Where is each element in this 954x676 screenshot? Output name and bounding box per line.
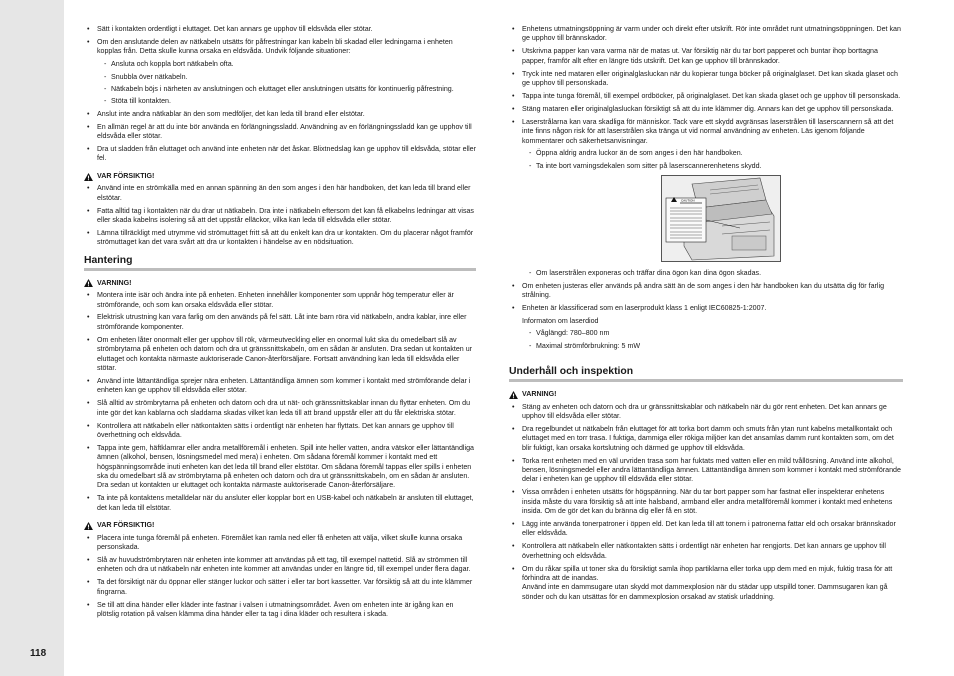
list-item: • Tappa inte gem, häftklamrar eller andra metallföremål i enheten. Spill inte heller vatten, andra vätskor eller lättantändliga ämnen (alkohol, bensen, lösningsmedel med mera) i enheten. Om sådana föremål kommer i kontakt med ett högspänningsområde inuti enheten kan det leda till brand eller elstötar. Om sådana föremål tappas eller spills i enheten ska du omedelbart slå av strömbrytarna på enheten och datorn och dra ut gränssnittskabeln, om en sådan är ansluten. Dra sedan ut kontakten ur eluttaget och kontakta närmaste auktoriserade Canon-återförsäljare. xyxy=(84,444,476,491)
list-item: • Använd inte en strömkälla med en annan spänning än den som anges i den här handboken, det kan leda till brand eller elstötar. xyxy=(84,184,476,203)
list-item: • Lämna tillräckligt med utrymme vid strömuttaget fritt så att du enkelt kan dra ur kontakten. Om du placerar något framför strömuttaget kan det vara svårt att dra ur kontakten i händelse av en nödsituation. xyxy=(84,229,476,248)
warning-triangle-icon xyxy=(84,173,93,181)
list-item: • Dra ut sladden från eluttaget och använd inte enheten när det åskar. Blixtnedslag kan ge upphov till eldsvåda, stötar eller fel. xyxy=(84,145,476,164)
sub-list-item: - Om laserstrålen exponeras och träffar dina ögon kan dina ögon skadas. xyxy=(509,269,903,278)
sub-list-item: - Stöta till kontakten. xyxy=(84,97,476,106)
list-item: • Stäng av enheten och datorn och dra ur gränssnittskablar och nätkabeln när du gör rent enheten. Det kan annars ge upphov till eldsvåda eller stötar. xyxy=(509,403,903,422)
list-item: • Laserstrålarna kan vara skadliga för människor. Tack vare ett skydd avgränsas laserstrålen till laserscannern så att det inte finns någon risk för att laserstrålen ska tränga ut vid normal användning av enheten. Läs igenom följande kommentarer och säkerhetsanvisningar. xyxy=(509,118,903,146)
page-number: 118 xyxy=(30,648,47,659)
list-item: • Slå alltid av strömbrytarna på enheten och datorn och dra ut nät- och gränssnittskablar innan du flyttar enheten. Om du inte gör det kan kablarna och sladdarna skadas vilket kan leda till att brand uppstår eller att du får elektriska stötar. xyxy=(84,399,476,418)
list-item: • Anslut inte andra nätkablar än den som medföljer, det kan leda till brand eller elstötar. xyxy=(84,110,476,119)
sub-list-item: - Maximal strömförbrukning: 5 mW xyxy=(509,342,903,351)
warning-heading xyxy=(84,279,476,288)
list-item: • Kontrollera att nätkabeln eller nätkontakten sätts i ordentligt när enheten har flyttats. Det kan annars ge upphov till överhettning och eldsvåda. xyxy=(84,422,476,441)
list-item: • Fatta alltid tag i kontakten när du drar ut nätkabeln. Dra inte i nätkabeln eftersom det kan få elkabelns ledningar att visas eller skada kabelns isolering så att det uppstår elläckor, vilka kan leda till eldsvåda eller stötar. xyxy=(84,207,476,226)
warning-triangle-icon xyxy=(84,522,93,530)
list-item: • En allmän regel är att du inte bör använda en förlängningssladd. Användning av en förlängningssladd kan ge upphov till eldsvåda eller stötar. xyxy=(84,123,476,142)
paragraph: Informaton om laserdiod xyxy=(522,316,599,325)
list-item: • Placera inte tunga föremål på enheten. Föremålet kan ramla ned eller få enheten att välja, vilket skulle kunna orsaka personskada. xyxy=(84,534,476,553)
list-item: • Om enheten låter onormalt eller ger upphov till rök, värmeutveckling eller en onormal lukt ska du omedelbart slå av strömbrytarna på enheten och datorn och dra ut gränssnittskabeln, om en sådan är ansluten. Dra sedan ut kontakten ur eluttaget och kontakta närmaste auktoriserade Canon-återförsäljare. Fortsatt användning kan leda till eldsvåda eller stötar. xyxy=(84,336,476,374)
list-item: • Om enheten justeras eller används på andra sätt än de som anges i den här handboken kan du utsätta dig för farlig strålning. xyxy=(509,282,903,301)
list-item: • Ta inte på kontaktens metalldelar när du ansluter eller kopplar bort en USB-kabel och nätkabeln är ansluten till eluttaget, det kan leda till elstötar. xyxy=(84,494,476,513)
printer-illustration xyxy=(662,176,780,261)
list-item: • Slå av huvudströmbrytaren när enheten inte kommer att användas på ett tag, till exempel nattetid. Slå av strömmen till enheten och dra ut nätkabeln när enheten inte kommer att användas under en längre tid, till exempel under flera dagar. xyxy=(84,556,476,575)
sub-list-item: - Nätkabeln böjs i närheten av anslutningen och eluttaget eller anslutningen utsätts för kontinuerlig påfrestning. xyxy=(84,85,476,94)
list-item: • Elektrisk utrustning kan vara farlig om den används på fel sätt. Låt inte barn röra vid nätkabeln, andra kablar, inre eller strömförande komponenter. xyxy=(84,313,476,332)
list-item: • Se till att dina händer eller kläder inte fastnar i valsen i utmatningsområdet. Även om enheten inte är igång kan en plötslig rotation på valsen klämma dina händer eller ta tag i dina kläder och resultera i skada. xyxy=(84,601,476,620)
list-item: • Sätt i kontakten ordentligt i eluttaget. Det kan annars ge upphov till eldsvåda eller stötar. xyxy=(84,25,476,34)
paragraph: Använd inte en dammsugare utan skydd mot dammexplosion när du städar upp utspilld toner. Dammsugaren kan gå sönder och du kan utsättas för en dammexplosion orsakad av statisk urladdning. xyxy=(522,583,888,601)
caution-label: VAR FÖRSIKTIG! xyxy=(97,171,155,180)
list-item: • Lägg inte använda tonerpatroner i öppen eld. Det kan leda till att tonern i patronerna fattar eld och orsakar brännskador eller eldsvåda. xyxy=(509,520,903,539)
list-item: • Vissa områden i enheten utsätts för högspänning. När du tar bort papper som har fastnat eller inspekterar enhetens insida måste du vara försiktig så att inte halsband, armband eller andra metallföremål kommer i kontakt med enhetens insida. Om de gör det kan du bränna dig eller få en stöt. xyxy=(509,488,903,516)
sub-list-item: - Våglängd: 780–800 nm xyxy=(509,329,903,338)
sub-list-item: - Ta inte bort varningsdekalen som sitter på laserscannerenhetens skydd. xyxy=(509,162,903,171)
list-item: • Ta det försiktigt när du öppnar eller stänger luckor och sätter i eller tar bort kassetter. Var försiktig så att du inte klämmer fingrarna. xyxy=(84,578,476,597)
warning-label: VARNING! xyxy=(522,390,557,399)
list-item: • Montera inte isär och ändra inte på enheten. Enheten innehåller komponenter som uppnår hög temperatur eller är strömförande, och som kan orsaka eldsvåda eller stötar. xyxy=(84,291,476,310)
figure-label-text: CAUTION xyxy=(681,198,695,203)
list-item: • Utskrivna papper kan vara varma när de matas ut. Var försiktig när du tar bort papperet och buntar ihop borttagna papper, framför allt efter en längre tids utskrift. Det kan ge upphov till brännskador. xyxy=(509,47,903,66)
section-title-underhall: Underhåll och inspektion xyxy=(509,365,903,382)
list-item: • Kontrollera att nätkabeln eller nätkontakten sätts i ordentligt när enheten har rengjorts. Det kan annars ge upphov till överhettning och eldsvåda. xyxy=(509,542,903,561)
sub-list-item: - Ansluta och koppla bort nätkabeln ofta. xyxy=(84,60,476,69)
warning-label: VARNING! xyxy=(97,278,132,287)
list-item: • Tappa inte tunga föremål, till exempel ordböcker, på originalglaset. Det kan skada glaset och ge upphov till personskada. xyxy=(509,92,903,101)
list-item: • Tryck inte ned mataren eller originalglasluckan när du kopierar tunga böcker på originalglaset. Det kan skada glaset och ge upphov till personskada. xyxy=(509,70,903,89)
caution-label: VAR FÖRSIKTIG! xyxy=(97,521,155,530)
caution-heading xyxy=(84,172,476,181)
list-item: • Enhetens utmatningsöppning är varm under och direkt efter utskrift. Rör inte området runt utmatningsöppningen. Det kan ge upphov till brännskador. xyxy=(509,25,903,44)
warning-triangle-icon xyxy=(509,391,518,399)
caution-heading xyxy=(84,521,476,530)
list-item: • Torka rent enheten med en väl urvriden trasa som har fuktats med vatten eller en mild tvållösning. Använd inte alkohol, bensen, lösningsmedel eller andra lättantändliga ämnen. Lättantändliga ämnen som kommer i kontakt med strömförande delar i enheten kan ge upphov till eldsvåda eller stötar. xyxy=(509,457,903,485)
list-item: • Om du råkar spilla ut toner ska du försiktigt samla ihop partiklarna eller torka upp dem med en mjuk, fuktig trasa för att förhindra att de inandas. xyxy=(509,565,903,584)
list-item: • Enheten är klassificerad som en laserprodukt klass 1 enligt IEC60825-1:2007. xyxy=(509,304,903,313)
left-column xyxy=(84,25,476,623)
section-title-hantering: Hantering xyxy=(84,254,476,271)
warning-heading xyxy=(509,390,903,399)
sub-list-item: - Öppna aldrig andra luckor än de som anges i den här handboken. xyxy=(509,149,903,158)
right-column xyxy=(509,25,903,605)
list-item: • Stäng mataren eller originalglasluckan försiktigt så att du inte klämmer dig. Annars kan det ge upphov till personskada. xyxy=(509,105,903,114)
warning-triangle-icon xyxy=(84,279,93,287)
page-margin-bar xyxy=(0,0,64,676)
list-item: • Använd inte lättantändliga sprejer nära enheten. Lättantändliga ämnen som kommer i kontakt med strömförande delar i enheten kan ge upphov till eldsvåda eller stötar. xyxy=(84,377,476,396)
list-item: • Om den anslutande delen av nätkabeln utsätts för påfrestningar kan kabeln bli skadad eller ledningarna i enheten kopplas från. Detta skulle kunna orsaka en eldsvåda. Undvik följande situationer: xyxy=(84,38,476,57)
list-item: • Dra regelbundet ut nätkabeln från eluttaget för att torka bort damm och smuts från ytan runt kabelns metallkontakt och eluttaget med en torr trasa. I fuktiga, dammiga eller rökiga miljöer kan det ansamlas damm runt kontakten som, om det blir fuktigt, kan orsaka kortslutning och därmed ge upphov till eldsvåda. xyxy=(509,425,903,453)
sub-list-item: - Snubbla över nätkabeln. xyxy=(84,73,476,82)
laser-warning-label-figure xyxy=(661,175,781,262)
